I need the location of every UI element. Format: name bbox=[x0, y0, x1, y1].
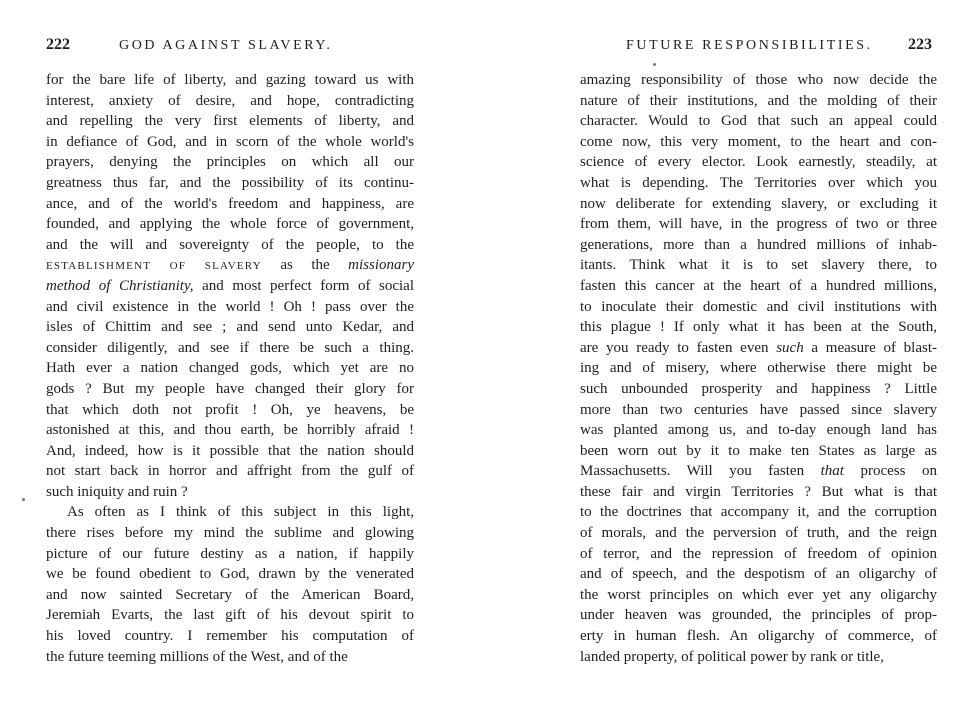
right-text-line: this plague ! If only what it has been at the South, bbox=[580, 319, 937, 336]
right-page-number: 223 bbox=[908, 36, 932, 53]
left-text-line: And, indeed, how is it possible that the nation should bbox=[46, 442, 414, 459]
left-text-line: such iniquity and ruin ? bbox=[46, 483, 188, 500]
left-text-line: and civil existence in the world ! Oh ! pass over the bbox=[46, 298, 414, 315]
left-text-line: in defiance of God, and in scorn of the whole world's bbox=[46, 133, 414, 150]
left-text-line: consider diligently, and see if there be such a thing. bbox=[46, 339, 414, 356]
left-text-line: and repelling the very first elements of liberty, and bbox=[46, 113, 414, 130]
right-text-line: science of every elector. Look earnestly, steadily, at bbox=[580, 154, 937, 171]
right-text-line: erty in human flesh. An oligarchy of commerce, of bbox=[580, 628, 937, 645]
left-text-line: picture of our future destiny as a nation, if happily bbox=[46, 545, 414, 562]
print-speck bbox=[653, 63, 656, 66]
italic-phrase: that bbox=[820, 463, 844, 480]
right-text-line: to inoculate their domestic and civil institutions with bbox=[580, 298, 937, 315]
right-text-line: amazing responsibility of those who now decide the bbox=[580, 72, 937, 88]
right-text-line: character. Would to God that such an appeal could bbox=[580, 113, 937, 130]
right-running-head: FUTURE RESPONSIBILITIES. bbox=[626, 38, 873, 53]
right-text-line: fasten this cancer at the heart of a hundred millions, bbox=[580, 277, 937, 294]
left-text-line: founded, and applying the whole force of government, bbox=[46, 216, 414, 233]
right-text-line: are you ready to fasten even such a measure of blast- bbox=[580, 339, 938, 356]
right-page-text bbox=[580, 70, 937, 667]
right-text-line: now deliberate for extending slavery, or excluding it bbox=[580, 195, 937, 212]
right-text-line: from them, will have, in the progress of two or three bbox=[580, 216, 937, 233]
right-text-line: more than two centuries have passed since slavery bbox=[580, 401, 937, 418]
right-text-line: these fair and virgin Territories ? But what is that bbox=[580, 483, 937, 500]
left-text-line: his loved country. I remember his computation of bbox=[46, 628, 414, 645]
left-text-line: not start back in horror and affright from the gulf of bbox=[46, 463, 414, 480]
right-text-line: landed property, of political power by rank or title, bbox=[580, 648, 884, 665]
right-text-line: ing and of misery, where otherwise there might be bbox=[580, 360, 937, 377]
right-text-line: been worn out by it to make ten States as large as bbox=[580, 442, 937, 459]
left-text-line: Hath ever a nation changed gods, which yet are no bbox=[46, 360, 414, 377]
left-text-line: we be found obedient to God, drawn by the venerated bbox=[46, 566, 414, 583]
italic-phrase: such bbox=[776, 339, 804, 356]
left-text-line: isles of Chittim and see ; and send unto Kedar, and bbox=[46, 319, 414, 336]
italic-phrase: missionary bbox=[348, 257, 414, 274]
right-text-line: to the doctrines that accompany it, and the corruption bbox=[580, 504, 937, 521]
left-text-line: and the will and sovereignty of the people, to the bbox=[46, 236, 414, 253]
left-text-line: ESTABLISHMENT OF SLAVERY as the missionary bbox=[46, 257, 414, 274]
right-text-line: what is depending. The Territories over which you bbox=[580, 174, 937, 191]
right-text-line: come now, this very moment, to the heart and con- bbox=[580, 133, 937, 150]
right-text-line: of morals, and the perversion of truth, and the reign bbox=[580, 525, 937, 542]
left-text-line: that which doth not profit ! Oh, ye heavens, be bbox=[46, 401, 414, 418]
right-text-line: under heaven was grounded, the principles of prop- bbox=[580, 607, 937, 624]
right-text-line: was planted among us, and to-day enough land has bbox=[580, 422, 937, 439]
left-text-line: and now sainted Secretary of the American Board, bbox=[46, 586, 414, 603]
left-text-line: for the bare life of liberty, and gazing toward us with bbox=[46, 72, 414, 88]
right-text-line: itants. Think what it is to set slavery there, to bbox=[580, 257, 937, 274]
italic-phrase: method of Christianity, bbox=[46, 277, 194, 294]
left-text-line: prayers, denying the principles on which all our bbox=[46, 154, 414, 171]
right-text-line: nature of their institutions, and the molding of their bbox=[580, 92, 937, 109]
left-text-line: astonished at this, and thou earth, be horribly afraid ! bbox=[46, 422, 414, 439]
right-text-line: of terror, and the repression of freedom of opinion bbox=[580, 545, 937, 562]
right-text-line: and of speech, and the despotism of an oligarchy of bbox=[580, 566, 937, 583]
right-text-line: the worst principles on which ever yet any oligarchy bbox=[580, 586, 937, 603]
left-text-line: method of Christianity, and most perfect form of social bbox=[46, 277, 414, 294]
left-text-line: Jeremiah Evarts, the last gift of his devout spirit to bbox=[46, 607, 414, 624]
print-speck bbox=[22, 498, 25, 501]
left-text-line: interest, anxiety of desire, and hope, contradicting bbox=[46, 92, 414, 109]
right-text-line: generations, more than a hundred millions of inhab- bbox=[580, 236, 937, 253]
left-text-line: gods ? But my people have changed their glory for bbox=[46, 380, 414, 397]
left-text-line: greatness thus far, and the possibility of its continu- bbox=[46, 174, 414, 191]
small-caps-phrase: ESTABLISHMENT OF SLAVERY bbox=[46, 260, 262, 273]
left-text-line: there rises before my mind the sublime and glowing bbox=[46, 525, 414, 542]
left-text-line: As often as I think of this subject in this light, bbox=[67, 504, 414, 521]
left-running-head: GOD AGAINST SLAVERY. bbox=[119, 38, 333, 53]
right-text-line: Massachusetts. Will you fasten that process on bbox=[580, 463, 937, 480]
left-page-number: 222 bbox=[46, 36, 70, 53]
right-text-line: such unbounded prosperity and happiness ? Little bbox=[580, 380, 937, 397]
left-text-line: ance, and of the world's freedom and happiness, are bbox=[46, 195, 414, 212]
right-page bbox=[490, 0, 980, 705]
left-page-text bbox=[46, 70, 414, 667]
left-text-line: the future teeming millions of the West, and of the bbox=[46, 648, 348, 665]
